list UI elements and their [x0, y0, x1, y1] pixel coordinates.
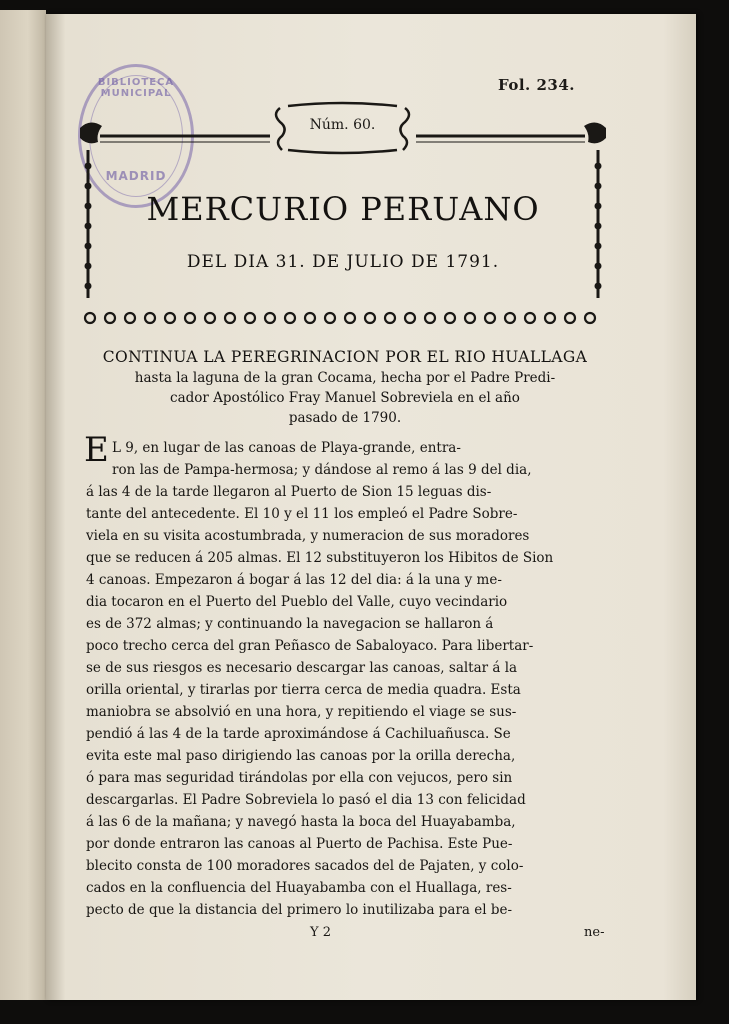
- body-line: descargarlas. El Padre Sobreviela lo pasó el dia 13 con felicidad: [86, 792, 526, 808]
- body-line: á las 4 de la tarde llegaron al Puerto de Sion 15 leguas dis-: [86, 484, 492, 500]
- body-line: ó para mas seguridad tirándolas por ella con vejucos, pero sin: [86, 770, 513, 786]
- body-line: viela en su visita acostumbrada, y numeracion de sus moradores: [86, 528, 530, 544]
- issue-number: Núm. 60.: [309, 117, 376, 133]
- body-line: se de sus riesgos es necesario descargar las canoas, saltar á la: [86, 660, 518, 676]
- body-line: blecito consta de 100 moradores sacados del de Pajaten, y colo-: [86, 858, 524, 874]
- body-line: cados en la confluencia del Huayabamba con el Huallaga, res-: [86, 880, 512, 896]
- body-line: ron las de Pampa-hermosa; y dándose al remo á las 9 del dia,: [112, 462, 532, 478]
- drop-cap: E: [84, 430, 109, 470]
- article-heading: CONTINUA LA PEREGRINACION POR EL RIO HUALLAGA: [102, 348, 588, 366]
- body-line: evita este mal paso dirigiendo las canoas por la orilla derecha,: [86, 748, 516, 764]
- article-subheading-line: hasta la laguna de la gran Cocama, hecha por el Padre Predi-: [134, 370, 556, 386]
- article-subheading-line: pasado de 1790.: [288, 410, 402, 426]
- body-line: á las 6 de la mañana; y navegó hasta la boca del Huayabamba,: [86, 814, 516, 830]
- facing-page-edge: [0, 10, 46, 1000]
- article-subheading-line: cador Apostólico Fray Manuel Sobreviela en el año: [170, 390, 520, 406]
- frame-bottom-chain: [85, 313, 595, 323]
- body-line: pecto de que la distancia del primero lo inutilizaba para el be-: [86, 902, 513, 918]
- body-line: tante del antecedente. El 10 y el 11 los empleó el Padre Sobre-: [86, 506, 518, 522]
- stamp-bottom-text: MADRID: [105, 169, 167, 183]
- body-line: que se reducen á 205 almas. El 12 substituyeron los Hibitos de Sion: [86, 550, 554, 566]
- body-line: pendió á las 4 de la tarde aproximándose á Cachiluañusca. Se: [86, 726, 511, 742]
- body-line: dia tocaron en el Puerto del Pueblo del Valle, cuyo vecindario: [86, 594, 508, 610]
- stamp-top-text: BIBLIOTECA MUNICIPAL: [97, 77, 175, 99]
- body-line: es de 372 almas; y continuando la navegacion se hallaron á: [86, 616, 494, 632]
- body-line: orilla oriental, y tirarlas por tierra cerca de media quadra. Esta: [86, 682, 521, 698]
- body-line: L 9, en lugar de las canoas de Playa-grande, entra-: [112, 440, 461, 456]
- body-line: poco trecho cerca del gran Peñasco de Sabaloyaco. Para libertar-: [86, 638, 534, 654]
- publication-title: MERCURIO PERUANO: [146, 190, 540, 228]
- folio-number: Fol. 234.: [498, 76, 576, 94]
- catchword: ne-: [584, 925, 605, 940]
- signature-mark: Y 2: [310, 925, 331, 940]
- issue-date: DEL DIA 31. DE JULIO DE 1791.: [186, 252, 500, 272]
- body-line: maniobra se absolvió en una hora, y repitiendo el viage se sus-: [86, 704, 517, 720]
- body-line: por donde entraron las canoas al Puerto de Pachisa. Este Pue-: [86, 836, 513, 852]
- frame-corner-left: [80, 122, 102, 143]
- body-line: 4 canoas. Empezaron á bogar á las 12 del dia: á la una y me-: [86, 572, 502, 588]
- frame-corner-right: [584, 122, 606, 143]
